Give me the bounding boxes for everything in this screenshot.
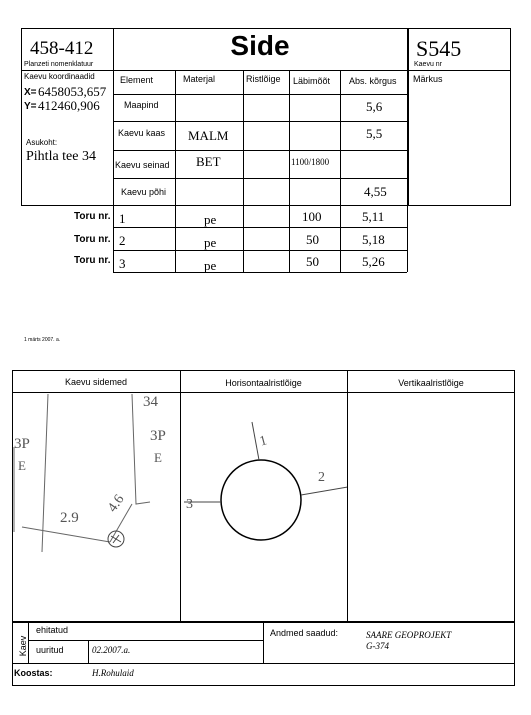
pipe-sketch-label-2: 2 [318, 470, 325, 485]
page-title: Side [230, 30, 290, 61]
pipe-label-2: Toru nr. [74, 234, 111, 245]
pipe-material-3: pe [204, 258, 217, 273]
company-code: G-374 [366, 641, 389, 651]
nomenclature-value: 458-412 [30, 38, 94, 59]
pipe-diameter-3: 50 [306, 254, 319, 269]
pipe-material-1: pe [204, 212, 217, 227]
pipe-height-1: 5,11 [362, 209, 385, 224]
row-element-kaevu-kaas: Kaevu kaas [118, 128, 166, 138]
col-header-element: Element [120, 75, 154, 85]
tie-distance-1: 2.9 [60, 510, 79, 526]
pipe-height-3: 5,26 [362, 254, 385, 269]
col-header-height: Abs. kõrgus [349, 76, 397, 86]
compiled-label: Koostas: [14, 668, 53, 678]
coord-x-label: X= [24, 87, 37, 98]
date-note: 1 märts 2007. a. [24, 337, 61, 343]
coords-label: Kaevu koordinaadid [24, 72, 95, 81]
address-value: Pihtla tee 34 [26, 149, 96, 164]
row-material-kaevu-seinad: BET [196, 154, 221, 169]
row-element-maapind: Maapind [124, 100, 159, 110]
row-height-maapind: 5,6 [366, 99, 383, 114]
col-header-section: Ristlõige [246, 74, 281, 84]
sketch-header-horizontal: Horisontaalristlõige [225, 378, 302, 388]
coord-y-label: Y= [24, 101, 37, 112]
pipe-material-2: pe [204, 235, 217, 250]
ties-sketch [12, 392, 180, 622]
pipe-sketch-label-1: 1 [258, 433, 269, 450]
well-number: S545 [416, 36, 462, 61]
coord-x-value: 6458053,657 [38, 84, 107, 99]
pipe-nr-2: 2 [119, 233, 126, 248]
pipe-height-2: 5,18 [362, 232, 385, 247]
data-source-label: Andmed saadud: [270, 628, 339, 638]
col-header-notes: Märkus [413, 74, 443, 84]
tie-label-left-2: E [18, 458, 26, 473]
pipe-diameter-2: 50 [306, 232, 319, 247]
tie-label-top: 34 [143, 394, 158, 410]
built-label: ehitatud [36, 625, 69, 635]
sketch-header-vertical: Vertikaalristlõige [398, 378, 464, 388]
compiled-value: H.Rohulaid [92, 668, 134, 678]
tie-label-right-2: E [154, 450, 162, 465]
sketch-header-ties: Kaevu sidemed [64, 377, 128, 387]
coord-y-value: 412460,906 [38, 98, 100, 113]
pipe-sketch-label-3: 3 [186, 497, 193, 512]
pipe-label-3: Toru nr. [74, 255, 111, 266]
col-header-material: Materjal [183, 74, 216, 84]
vertical-section-area [348, 393, 514, 621]
tie-label-right-1: 3P [150, 428, 166, 444]
surveyed-value: 02.2007.a. [92, 645, 131, 655]
horizontal-section-sketch [180, 392, 347, 622]
address-label: Asukoht: [26, 138, 58, 147]
pipe-label-1: Toru nr. [74, 211, 111, 222]
company-name: SAARE GEOPROJEKT [366, 630, 452, 640]
pipe-nr-1: 1 [119, 211, 126, 226]
row-element-kaevu-pohi: Kaevu põhi [121, 187, 167, 197]
col-header-diameter: Läbimõõt [293, 76, 331, 86]
nomenclature-label: Planzeti nomenklatuur [24, 61, 94, 68]
row-element-kaevu-seinad: Kaevu seinad [115, 160, 170, 170]
surveyed-label: uuritud [36, 645, 64, 655]
tie-label-left-1: 3P [14, 436, 30, 452]
footer-side-label: Kaev [18, 635, 28, 657]
well-number-label: Kaevu nr [414, 61, 443, 68]
tie-distance-2: 4.6 [105, 492, 128, 516]
row-material-kaevu-kaas: MALM [188, 128, 229, 143]
pipe-diameter-1: 100 [302, 209, 322, 224]
row-height-kaevu-pohi: 4,55 [364, 184, 387, 199]
row-diameter-kaevu-seinad: 1100/1800 [291, 157, 330, 167]
pipe-nr-3: 3 [119, 256, 126, 271]
row-height-kaevu-kaas: 5,5 [366, 126, 383, 141]
